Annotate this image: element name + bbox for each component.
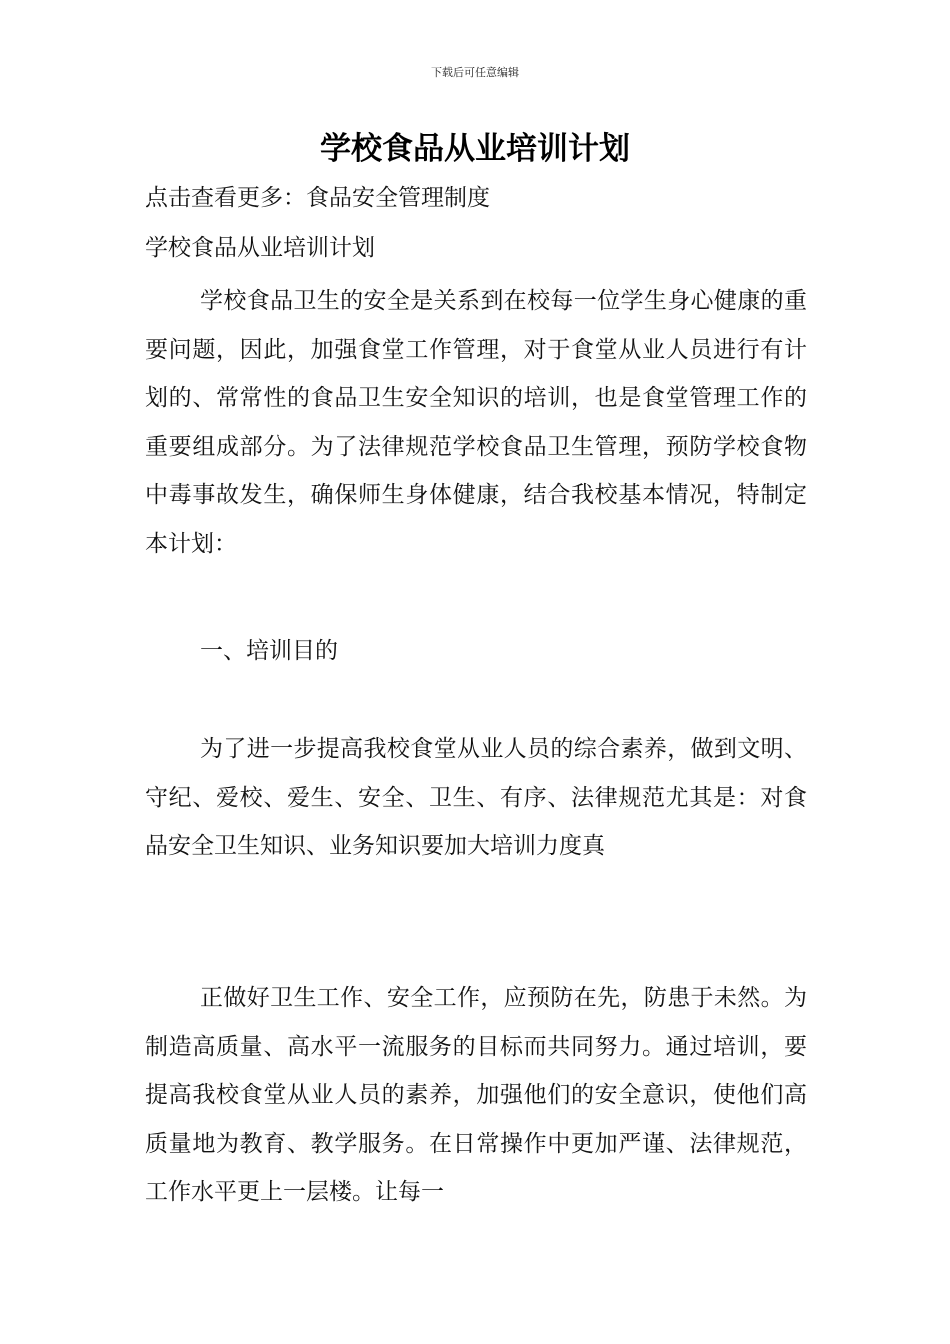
purpose-paragraph: 为了进一步提高我校食堂从业人员的综合素养，做到文明、守纪、爱校、爱生、安全、卫生、有序、法律规范尤其是：对食品安全卫生知识、业务知识要加大培训力度真 xyxy=(145,736,807,859)
intro-paragraph: 学校食品卫生的安全是关系到在校每一位学生身心健康的重要问题，因此，加强食堂工作管理，对于食堂从业人员进行有计划的、常常性的食品卫生安全知识的培训，也是食堂管理工作的重要组成部分。为了法律规范学校食品卫生管理，预防学校食物中毒事故发生，确保师生身体健康，结合我校基本情况，特制定本计划： xyxy=(145,288,807,557)
document-subtitle: 学校食品从业培训计划 xyxy=(145,235,375,261)
header-note: 下载后可任意编辑 xyxy=(431,66,519,79)
section-heading-training-purpose: 一、培训目的 xyxy=(200,638,338,664)
more-link[interactable]: 点击查看更多：食品安全管理制度 xyxy=(145,185,490,211)
continuation-paragraph: 正做好卫生工作、安全工作，应预防在先，防患于未然。为制造高质量、高水平一流服务的目标而共同努力。通过培训，要提高我校食堂从业人员的素养，加强他们的安全意识，使他们高质量地为教育、教学服务。在日常操作中更加严谨、法律规范，工作水平更上一层楼。让每一 xyxy=(145,985,807,1205)
document-title: 学校食品从业培训计划 xyxy=(320,131,630,167)
